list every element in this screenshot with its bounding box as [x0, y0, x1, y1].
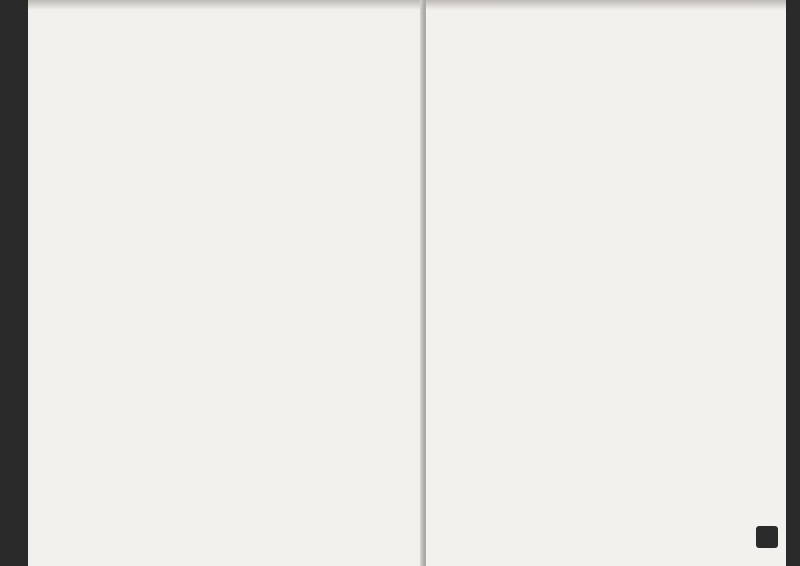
left-page: [28, 0, 424, 566]
right-page: [426, 0, 786, 566]
page-top-shadow: [28, 0, 424, 10]
publisher-logo-icon: [756, 526, 778, 548]
page-top-shadow: [426, 0, 786, 10]
